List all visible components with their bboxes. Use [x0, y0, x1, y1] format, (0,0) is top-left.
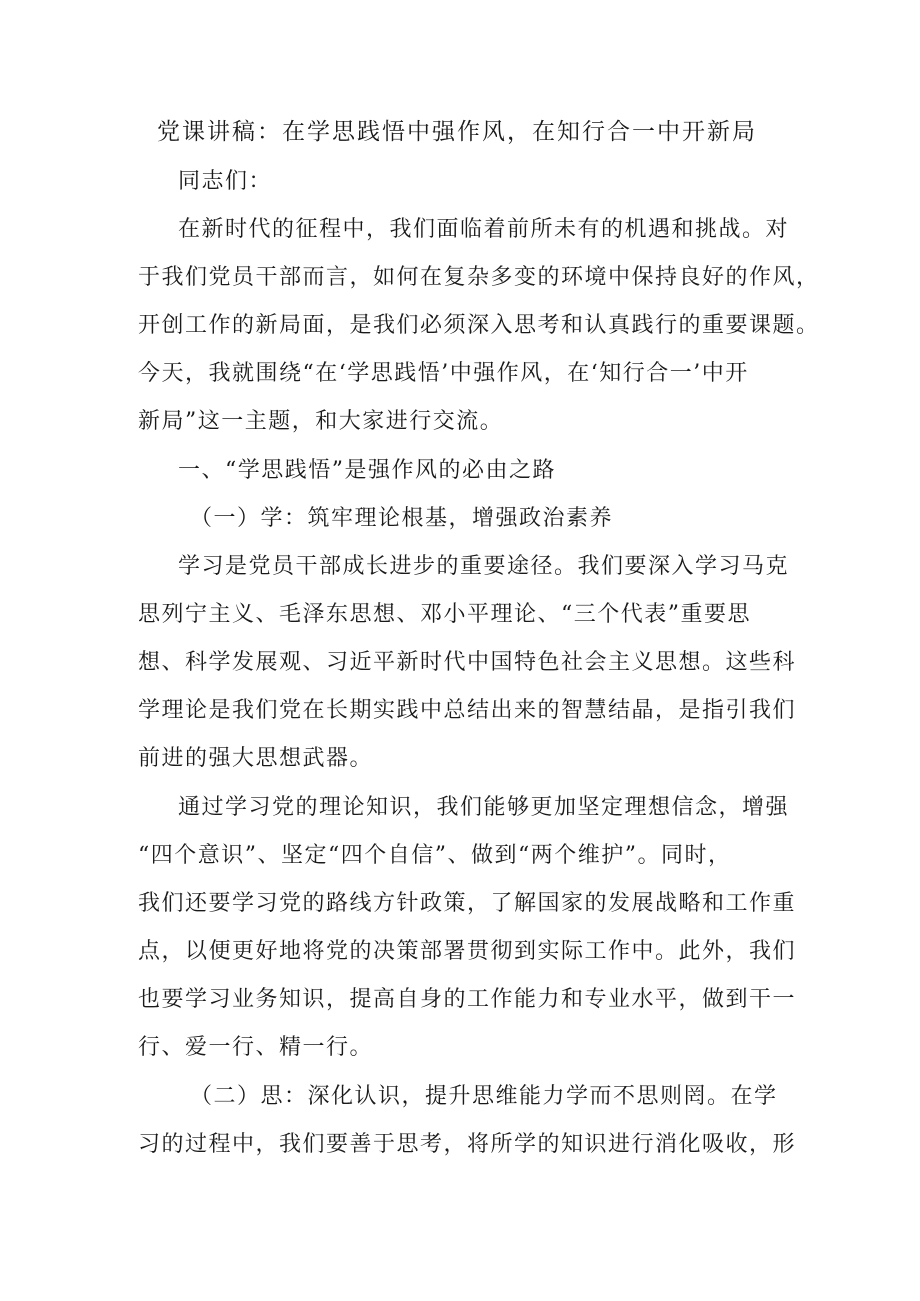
intro-line: 在新时代的征程中，我们面临着前所未有的机遇和挑战。对: [178, 217, 790, 242]
intro-line: 新局”这一主题，和大家进行交流。: [138, 409, 504, 434]
document-title: 党课讲稿：在学思践悟中强作风，在知行合一中开新局: [157, 119, 757, 145]
subsection-heading: （一）学：筑牢理论根基，增强政治素养: [190, 506, 614, 531]
paragraph-line: 也要学习业务知识，提高自身的工作能力和专业水平，做到干一: [138, 987, 797, 1012]
paragraph-line: 行、爱一行、精一行。: [138, 1035, 374, 1060]
paragraph-line: 通过学习党的理论知识，我们能够更加坚定理想信念，增强: [178, 795, 790, 820]
intro-line: 开创工作的新局面，是我们必须深入思考和认真践行的重要课题。: [138, 313, 820, 338]
paragraph-line: “四个意识”、坚定“四个自信”、做到“两个维护”。同时，: [138, 843, 732, 868]
paragraph-line: 习的过程中，我们要善于思考，将所学的知识进行消化吸收，形: [138, 1132, 797, 1157]
intro-line: 今天，我就围绕“在‘学思践悟’中强作风，在‘知行合一’中开: [138, 361, 749, 386]
greeting: 同志们：: [178, 169, 273, 194]
section-heading: 一、“学思践悟”是强作风的必由之路: [178, 458, 556, 483]
paragraph-line: 学习是党员干部成长进步的重要途径。我们要深入学习马克: [178, 554, 790, 579]
intro-line: 于我们党员干部而言，如何在复杂多变的环境中保持良好的作风，: [138, 265, 820, 290]
paragraph-line: 思列宁主义、毛泽东思想、邓小平理论、“三个代表”重要思: [138, 602, 751, 627]
paragraph-line: 前进的强大思想武器。: [138, 746, 374, 771]
paragraph-line: 想、科学发展观、习近平新时代中国特色社会主义思想。这些科: [138, 650, 797, 675]
subsection-heading: （二）思：深化认识，提升思维能力学而不思则罔。在学: [190, 1084, 778, 1109]
paragraph-line: 点，以便更好地将党的决策部署贯彻到实际工作中。此外，我们: [138, 939, 797, 964]
paragraph-line: 学理论是我们党在长期实践中总结出来的智慧结晶，是指引我们: [138, 698, 797, 723]
paragraph-line: 我们还要学习党的路线方针政策，了解国家的发展战略和工作重: [138, 891, 797, 916]
